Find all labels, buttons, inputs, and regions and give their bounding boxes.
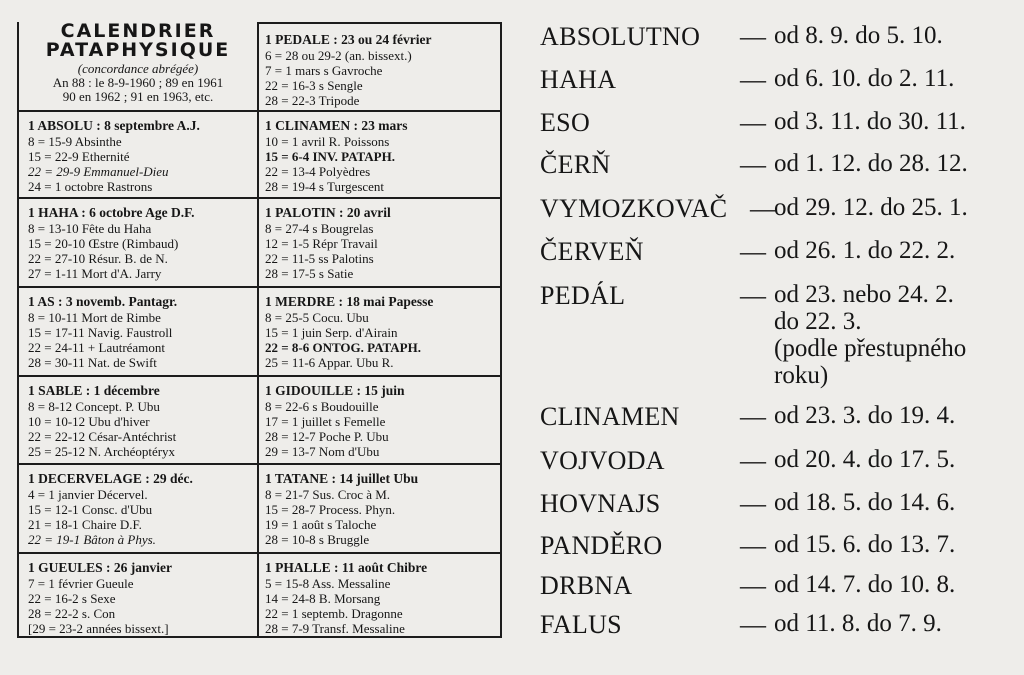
- month-row: 27 = 1-11 Mort d'A. Jarry: [28, 266, 162, 281]
- month-row: 17 = 1 juillet s Femelle: [265, 414, 386, 429]
- month-row: 8 = 13-10 Fête du Haha: [28, 221, 152, 236]
- czech-month-range: od 15. 6. do 13. 7.: [774, 531, 956, 558]
- month-heading: 1 PALOTIN : 20 avril: [265, 205, 391, 220]
- month-row: 4 = 1 janvier Décervel.: [28, 487, 148, 502]
- month-row: 28 = 7-9 Transf. Messaline: [265, 621, 405, 636]
- calendar-title-line2: PATAPHYSIQUE: [45, 39, 231, 61]
- month-row: 8 = 10-11 Mort de Rimbe: [28, 310, 161, 325]
- calendar-subtitle: (concordance abrégée): [77, 61, 199, 76]
- month-row: 14 = 24-8 B. Morsang: [265, 591, 381, 606]
- czech-month-range: od 3. 11. do 30. 11.: [774, 108, 966, 135]
- month-row: 8 = 27-4 s Bougrelas: [265, 221, 374, 236]
- month-row: 22 = 24-11 + Lautréamont: [28, 340, 165, 355]
- month-row: 29 = 13-7 Nom d'Ubu: [265, 444, 380, 459]
- calendar-era-line2: 90 en 1962 ; 91 en 1963, etc.: [62, 89, 214, 104]
- czech-month-name: PANDĚRO: [540, 531, 663, 560]
- czech-month-name: HOVNAJS: [540, 489, 661, 518]
- dash-separator: —: [740, 571, 766, 600]
- month-row: 28 = 17-5 s Satie: [265, 266, 354, 281]
- czech-month-name: VOJVODA: [540, 446, 665, 475]
- month-row: 8 = 22-6 s Boudouille: [265, 399, 379, 414]
- czech-month-range: od 23. nebo 24. 2. do 22. 3. (podle přestupného roku): [774, 281, 967, 389]
- czech-month-name: ESO: [540, 108, 591, 137]
- czech-month-name: PEDÁL: [540, 281, 626, 310]
- month-row: 8 = 15-9 Absinthe: [28, 134, 122, 149]
- month-heading: 1 MERDRE : 18 mai Papesse: [265, 294, 434, 309]
- month-row: 22 = 1 septemb. Dragonne: [265, 606, 403, 621]
- month-row: 5 = 15-8 Ass. Messaline: [265, 576, 391, 591]
- month-row: 15 = 22-9 Ethernité: [28, 149, 130, 164]
- month-row: 22 = 16-2 s Sexe: [28, 591, 116, 606]
- month-heading: 1 GIDOUILLE : 15 juin: [265, 383, 405, 398]
- czech-month-name: HAHA: [540, 65, 617, 94]
- czech-month-range: od 1. 12. do 28. 12.: [774, 150, 968, 177]
- month-row: 15 = 20-10 Œstre (Rimbaud): [28, 236, 179, 251]
- month-row: 24 = 1 octobre Rastrons: [28, 179, 153, 194]
- month-heading: 1 TATANE : 14 juillet Ubu: [265, 471, 419, 486]
- dash-separator: —: [740, 150, 766, 179]
- month-row: 10 = 10-12 Ubu d'hiver: [28, 414, 150, 429]
- dash-separator: —: [740, 446, 766, 475]
- month-row: 12 = 1-5 Répr Travail: [265, 236, 378, 251]
- month-row: 28 = 19-4 s Turgescent: [265, 179, 385, 194]
- czech-month-range: od 29. 12. do 25. 1.: [774, 194, 968, 221]
- dash-separator: —: [740, 281, 766, 310]
- czech-month-range: od 20. 4. do 17. 5.: [774, 446, 956, 473]
- month-row: 25 = 11-6 Appar. Ubu R.: [265, 355, 394, 370]
- month-row: 15 = 17-11 Navig. Faustroll: [28, 325, 173, 340]
- month-heading: 1 AS : 3 novemb. Pantagr.: [28, 294, 178, 309]
- czech-month-range: od 26. 1. do 22. 2.: [774, 237, 956, 264]
- month-heading: 1 PHALLE : 11 août Chibre: [265, 560, 428, 575]
- calendar-title-line1: CALENDRIER: [60, 20, 216, 42]
- month-row: 7 = 1 février Gueule: [28, 576, 134, 591]
- month-row: 22 = 16-3 s Sengle: [265, 78, 363, 93]
- month-row: 28 = 30-11 Nat. de Swift: [28, 355, 157, 370]
- month-row: 15 = 12-1 Consc. d'Ubu: [28, 502, 153, 517]
- czech-month-name: FALUS: [540, 610, 622, 639]
- czech-month-name: ČERŇ: [540, 150, 611, 179]
- month-heading: 1 HAHA : 6 octobre Age D.F.: [28, 205, 195, 220]
- month-heading: 1 DECERVELAGE : 29 déc.: [28, 471, 193, 486]
- czech-month-name: DRBNA: [540, 571, 633, 600]
- month-heading: 1 SABLE : 1 décembre: [28, 383, 160, 398]
- month-row: 28 = 10-8 s Bruggle: [265, 532, 370, 547]
- month-row: 21 = 18-1 Chaire D.F.: [28, 517, 142, 532]
- month-heading: 1 ABSOLU : 8 septembre A.J.: [28, 118, 200, 133]
- month-row: 8 = 25-5 Cocu. Ubu: [265, 310, 369, 325]
- czech-month-name: VYMOZKOVAČ: [540, 194, 728, 223]
- month-row: 6 = 28 ou 29-2 (an. bissext.): [265, 48, 412, 63]
- calendar-era-line1: An 88 : le 8-9-1960 ; 89 en 1961: [52, 75, 224, 90]
- month-row: 22 = 8-6 ONTOG. PATAPH.: [265, 340, 421, 355]
- czech-month-range: od 18. 5. do 14. 6.: [774, 489, 956, 516]
- month-row: 28 = 22-3 Tripode: [265, 93, 360, 108]
- month-row: 25 = 25-12 N. Archéoptéryx: [28, 444, 176, 459]
- dash-separator: —: [740, 489, 766, 518]
- month-heading: 1 CLINAMEN : 23 mars: [265, 118, 408, 133]
- month-heading: 1 GUEULES : 26 janvier: [28, 560, 173, 575]
- czech-month-range: od 8. 9. do 5. 10.: [774, 22, 943, 49]
- month-row: 15 = 6-4 INV. PATAPH.: [265, 149, 395, 164]
- dash-separator: —: [740, 22, 766, 51]
- month-row: 15 = 28-7 Process. Phyn.: [265, 502, 396, 517]
- month-row: 22 = 19-1 Bâton à Phys.: [28, 532, 156, 547]
- dash-separator: —: [740, 237, 766, 266]
- month-row: 22 = 22-12 César-Antéchrist: [28, 429, 177, 444]
- dash-separator: —: [740, 610, 766, 639]
- month-row: 8 = 21-7 Sus. Croc à M.: [265, 487, 391, 502]
- czech-month-name: ABSOLUTNO: [540, 22, 701, 51]
- dash-separator: —: [740, 402, 766, 431]
- czech-month-name: CLINAMEN: [540, 402, 680, 431]
- month-row: 15 = 1 juin Serp. d'Airain: [265, 325, 398, 340]
- month-row: 22 = 11-5 ss Palotins: [265, 251, 374, 266]
- month-row: 10 = 1 avril R. Poissons: [265, 134, 390, 149]
- dash-separator: —: [740, 108, 766, 137]
- month-row: 28 = 22-2 s. Con: [28, 606, 116, 621]
- month-row: 22 = 27-10 Résur. B. de N.: [28, 251, 168, 266]
- month-row: [29 = 23-2 années bissext.]: [28, 621, 169, 636]
- month-row: 22 = 29-9 Emmanuel-Dieu: [28, 164, 169, 179]
- czech-month-name: ČERVEŇ: [540, 237, 644, 266]
- month-row: 28 = 12-7 Poche P. Ubu: [265, 429, 389, 444]
- czech-month-range: od 23. 3. do 19. 4.: [774, 402, 956, 429]
- month-row: 22 = 13-4 Polyèdres: [265, 164, 371, 179]
- dash-separator: —: [750, 194, 776, 223]
- month-row: 19 = 1 août s Taloche: [265, 517, 377, 532]
- dash-separator: —: [740, 531, 766, 560]
- czech-month-range: od 11. 8. do 7. 9.: [774, 610, 942, 637]
- month-row: 7 = 1 mars s Gavroche: [265, 63, 383, 78]
- dash-separator: —: [740, 65, 766, 94]
- czech-month-range: od 14. 7. do 10. 8.: [774, 571, 956, 598]
- month-row: 8 = 8-12 Concept. P. Ubu: [28, 399, 160, 414]
- month-heading: 1 PEDALE : 23 ou 24 février: [265, 32, 432, 47]
- czech-month-range: od 6. 10. do 2. 11.: [774, 65, 955, 92]
